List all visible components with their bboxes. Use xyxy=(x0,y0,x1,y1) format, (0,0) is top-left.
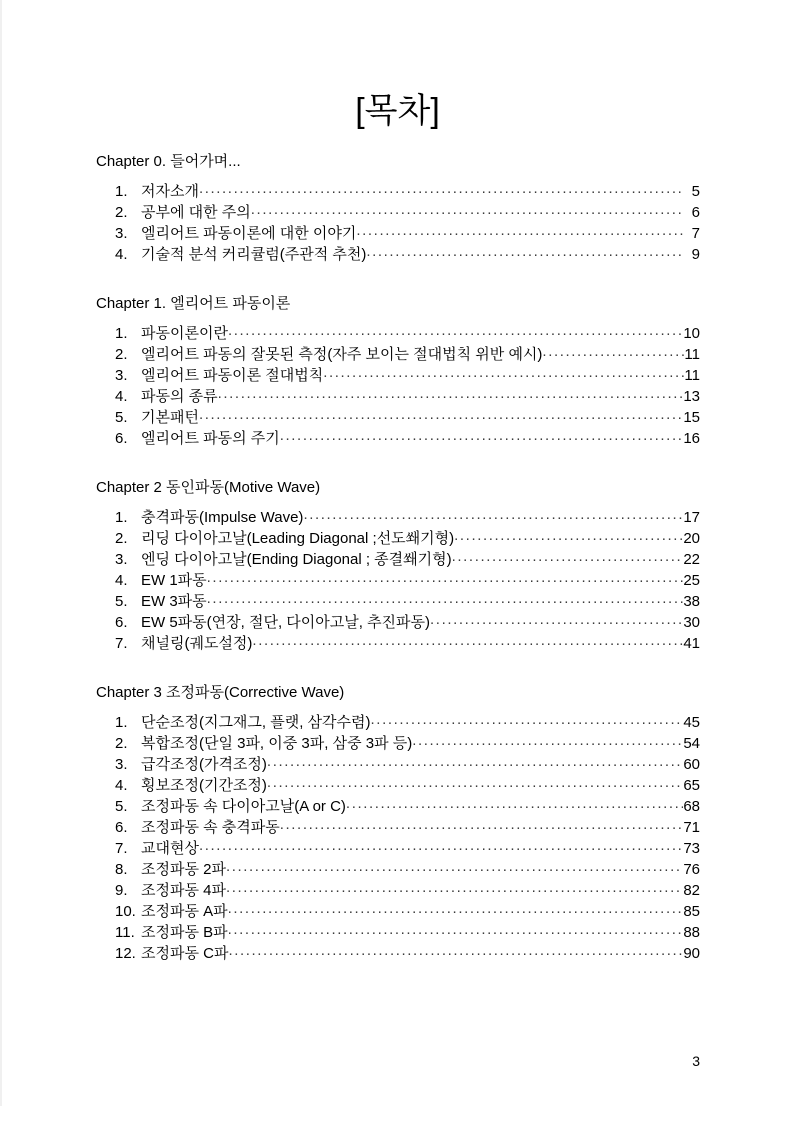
dot-leader xyxy=(228,901,684,916)
toc-entry-number: 1. xyxy=(115,325,128,342)
toc-entry-page-number: 20 xyxy=(683,530,700,547)
toc-entry-number: 5. xyxy=(115,593,128,610)
toc-entry-number: 2. xyxy=(115,530,128,547)
toc-entry[interactable] xyxy=(115,880,700,901)
dot-leader xyxy=(226,880,683,895)
toc-entry-number: 8. xyxy=(115,861,128,878)
toc-entry[interactable] xyxy=(115,859,700,880)
toc-entry-page-number: 45 xyxy=(683,714,700,731)
dot-leader xyxy=(267,754,683,769)
dot-leader xyxy=(199,181,684,196)
toc-entry[interactable] xyxy=(115,344,700,365)
toc-entry[interactable] xyxy=(115,223,700,244)
dot-leader xyxy=(346,796,683,811)
toc-entry-page-number: 16 xyxy=(683,430,700,447)
dot-leader xyxy=(366,244,684,259)
toc-entry[interactable] xyxy=(115,528,700,549)
toc-entry-label: 기본패턴 xyxy=(141,409,199,426)
dot-leader xyxy=(356,223,684,238)
toc-entry-list xyxy=(96,181,700,265)
dot-leader xyxy=(228,323,683,338)
toc-entry-list xyxy=(96,507,700,654)
chapter-heading: Chapter 0. 들어가며... xyxy=(96,153,241,170)
toc-entry[interactable] xyxy=(115,754,700,775)
dot-leader xyxy=(199,838,683,853)
toc-entry-label: 조정파동 속 다이아고날(A or C) xyxy=(141,798,346,815)
dot-leader xyxy=(252,633,683,648)
toc-entry-number: 11. xyxy=(115,924,135,941)
toc-entry[interactable] xyxy=(115,901,700,922)
toc-entry-page-number: 82 xyxy=(683,882,700,899)
toc-entry-label: 엘리어트 파동의 주기 xyxy=(141,430,280,447)
toc-entry-label: 채널링(궤도설정) xyxy=(141,635,253,652)
toc-entry-label: 파동의 종류 xyxy=(141,388,218,405)
toc-entry-page-number: 54 xyxy=(683,735,700,752)
chapter-heading: Chapter 3 조정파동(Corrective Wave) xyxy=(96,684,345,701)
toc-entry-page-number: 85 xyxy=(683,903,700,920)
toc-entry-number: 6. xyxy=(115,430,128,447)
toc-entry-label: 엘리어트 파동이론 절대법칙 xyxy=(141,367,324,384)
toc-entry-label: 엘리어트 파동이론에 대한 이야기 xyxy=(141,225,357,242)
toc-entry-number: 2. xyxy=(115,735,128,752)
dot-leader xyxy=(452,549,684,564)
toc-entry-label: 조정파동 4파 xyxy=(141,882,226,899)
toc-entry-label: 공부에 대한 주의 xyxy=(141,204,251,221)
toc-entry-page-number: 60 xyxy=(683,756,700,773)
toc-entry-number: 4. xyxy=(115,777,128,794)
toc-entry[interactable] xyxy=(115,549,700,570)
dot-leader xyxy=(251,202,684,217)
toc-entry-page-number: 6 xyxy=(691,204,700,221)
toc-entry-page-number: 88 xyxy=(683,924,700,941)
toc-entry-label: EW 1파동 xyxy=(141,572,207,589)
toc-entry-number: 1. xyxy=(115,714,128,731)
toc-entry-page-number: 30 xyxy=(683,614,700,631)
toc-entry[interactable] xyxy=(115,570,700,591)
toc-entry-number: 3. xyxy=(115,756,128,773)
toc-entry-page-number: 9 xyxy=(691,246,700,263)
dot-leader xyxy=(228,922,684,937)
toc-entry-number: 7. xyxy=(115,840,128,857)
toc-entry-number: 4. xyxy=(115,572,128,589)
toc-entry-page-number: 68 xyxy=(683,798,700,815)
dot-leader xyxy=(207,591,684,606)
dot-leader xyxy=(454,528,683,543)
toc-entry-page-number: 25 xyxy=(683,572,700,589)
toc-entry-label: 기술적 분석 커리큘럼(주관적 추천) xyxy=(141,246,367,263)
toc-entry-page-number: 5 xyxy=(691,183,700,200)
dot-leader xyxy=(226,859,683,874)
toc-entry-label: 엔딩 다이아고날(Ending Diagonal ; 종결쐐기형) xyxy=(141,551,452,568)
toc-entry-page-number: 7 xyxy=(691,225,700,242)
toc-entry-page-number: 17 xyxy=(683,509,700,526)
toc-entry-page-number: 41 xyxy=(683,635,700,652)
toc-entry[interactable] xyxy=(115,428,700,449)
toc-entry-label: 저자소개 xyxy=(141,183,199,200)
toc-entry-page-number: 15 xyxy=(683,409,700,426)
toc-entry[interactable] xyxy=(115,323,700,344)
chapter-block xyxy=(96,477,700,654)
toc-entry-page-number: 65 xyxy=(683,777,700,794)
toc-entry[interactable] xyxy=(115,507,700,528)
toc-entry-number: 4. xyxy=(115,388,128,405)
toc-entry[interactable] xyxy=(115,181,700,202)
toc-entry-page-number: 38 xyxy=(683,593,700,610)
dot-leader xyxy=(218,386,684,401)
dot-leader xyxy=(323,365,684,380)
toc-entry-number: 1. xyxy=(115,183,128,200)
dot-leader xyxy=(430,612,683,627)
dot-leader xyxy=(412,733,683,748)
toc-entry-number: 7. xyxy=(115,635,128,652)
toc-entry-number: 2. xyxy=(115,204,128,221)
toc-entry-label: 리딩 다이아고날(Leading Diagonal ;선도쐐기형) xyxy=(141,530,455,547)
dot-leader xyxy=(542,344,684,359)
page-title: [목차] xyxy=(355,92,440,130)
toc-entry[interactable] xyxy=(115,712,700,733)
toc-entry-number: 4. xyxy=(115,246,128,263)
toc-entry-number: 3. xyxy=(115,367,128,384)
toc-entry-number: 9. xyxy=(115,882,128,899)
toc-entry-number: 12. xyxy=(115,945,136,962)
footer-page-number: 3 xyxy=(692,1053,700,1069)
dot-leader xyxy=(267,775,683,790)
toc-entry-number: 1. xyxy=(115,509,128,526)
toc-entry-label: 횡보조정(기간조정) xyxy=(141,777,267,794)
toc-entry[interactable] xyxy=(115,386,700,407)
toc-entry-page-number: 90 xyxy=(683,945,700,962)
toc-entry-number: 2. xyxy=(115,346,128,363)
toc-entry-number: 6. xyxy=(115,819,128,836)
toc-entry[interactable] xyxy=(115,365,700,386)
toc-entry-label: 급각조정(가격조정) xyxy=(141,756,267,773)
toc-entry-number: 6. xyxy=(115,614,128,631)
toc-entry-list xyxy=(96,323,700,449)
toc-entry[interactable] xyxy=(115,796,700,817)
dot-leader xyxy=(199,407,683,422)
toc-entry-page-number: 13 xyxy=(683,388,700,405)
toc-entry-label: 조정파동 B파 xyxy=(141,924,228,941)
chapter-heading: Chapter 2 동인파동(Motive Wave) xyxy=(96,479,321,496)
toc-entry[interactable] xyxy=(115,612,700,633)
toc-entry-label: EW 5파동(연장, 절단, 다이아고날, 추진파동) xyxy=(141,614,431,631)
toc-entry-number: 5. xyxy=(115,409,128,426)
toc-entry-page-number: 73 xyxy=(683,840,700,857)
toc-entry[interactable] xyxy=(115,922,700,943)
toc-entry[interactable] xyxy=(115,775,700,796)
toc-entry-label: 단순조정(지그재그, 플랫, 삼각수렴) xyxy=(141,714,371,731)
dot-leader xyxy=(280,428,684,443)
toc-entry-label: 조정파동 속 충격파동 xyxy=(141,819,280,836)
chapter-block xyxy=(96,682,700,964)
chapter-heading: Chapter 1. 엘리어트 파동이론 xyxy=(96,295,291,312)
toc-entry-label: 엘리어트 파동의 잘못된 측정(자주 보이는 절대법칙 위반 예시) xyxy=(141,346,543,363)
toc-entry-page-number: 11 xyxy=(684,346,700,363)
toc-entry[interactable] xyxy=(115,202,700,223)
dot-leader xyxy=(228,943,683,958)
toc-entry[interactable] xyxy=(115,244,700,265)
toc-entry[interactable] xyxy=(115,838,700,859)
toc-entry-label: 조정파동 A파 xyxy=(141,903,228,920)
toc-entry-label: 복합조정(단일 3파, 이중 3파, 삼중 3파 등) xyxy=(141,735,413,752)
toc-entry-page-number: 10 xyxy=(683,325,700,342)
table-of-contents xyxy=(96,151,700,964)
chapter-block xyxy=(96,151,700,265)
dot-leader xyxy=(371,712,684,727)
toc-entry-number: 10. xyxy=(115,903,136,920)
toc-entry-page-number: 71 xyxy=(683,819,700,836)
toc-entry-page-number: 11 xyxy=(684,367,700,384)
toc-entry-label: 교대현상 xyxy=(141,840,199,857)
toc-entry-page-number: 76 xyxy=(683,861,700,878)
toc-entry-label: 충격파동(Impulse Wave) xyxy=(141,509,304,526)
toc-entry[interactable] xyxy=(115,733,700,754)
dot-leader xyxy=(207,570,684,585)
toc-entry-label: 파동이론이란 xyxy=(141,325,228,342)
toc-entry[interactable] xyxy=(115,407,700,428)
chapter-block xyxy=(96,293,700,449)
toc-entry-label: EW 3파동 xyxy=(141,593,207,610)
dot-leader xyxy=(280,817,684,832)
toc-entry-number: 3. xyxy=(115,225,128,242)
toc-entry-number: 3. xyxy=(115,551,128,568)
toc-entry[interactable] xyxy=(115,943,700,964)
toc-entry[interactable] xyxy=(115,633,700,654)
toc-entry[interactable] xyxy=(115,817,700,838)
dot-leader xyxy=(303,507,683,522)
toc-entry[interactable] xyxy=(115,591,700,612)
toc-entry-page-number: 22 xyxy=(683,551,700,568)
toc-entry-list xyxy=(96,712,700,964)
toc-entry-number: 5. xyxy=(115,798,128,815)
toc-entry-label: 조정파동 2파 xyxy=(141,861,226,878)
toc-entry-label: 조정파동 C파 xyxy=(141,945,229,962)
